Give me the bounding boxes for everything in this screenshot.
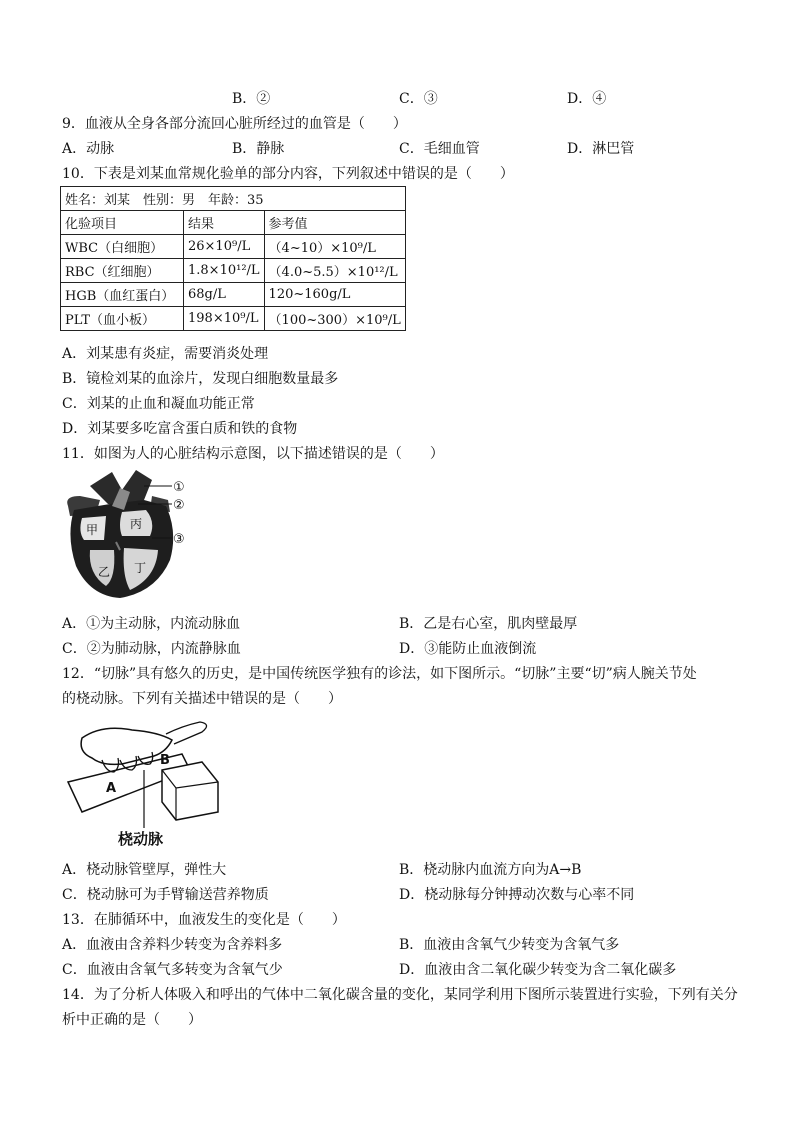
q8-option-d[interactable]: D．④	[567, 91, 607, 107]
table-cell: RBC（红细胞）	[61, 259, 184, 283]
q13-option-c[interactable]: C．血液由含氧气多转变为含氧气少	[62, 962, 283, 978]
q12-option-b[interactable]: B．桡动脉内血流方向为A→B	[399, 862, 582, 878]
figure-label-ding: 丁	[134, 561, 147, 575]
q12-option-d[interactable]: D．桡动脉每分钟搏动次数与心率不同	[399, 887, 635, 903]
table-cell: PLT（血小板）	[61, 307, 184, 331]
table-cell: 1.8×10¹²/L	[184, 259, 265, 283]
figure-label-a: A	[106, 781, 117, 796]
table-cell: （4~10）×10⁹/L	[264, 235, 405, 259]
column-header: 化验项目	[61, 211, 184, 235]
table-row	[61, 235, 406, 259]
q11-option-b[interactable]: B．乙是右心室，肌肉壁最厚	[399, 616, 578, 632]
q9-option-d[interactable]: D．淋巴管	[567, 141, 635, 157]
figure-label-bing: 丙	[130, 517, 143, 531]
table-cell: 68g/L	[184, 283, 265, 307]
q13-option-d[interactable]: D．血液由含二氧化碳少转变为含二氧化碳多	[399, 962, 677, 978]
q12-option-c[interactable]: C．桡动脉可为手臂输送营养物质	[62, 887, 269, 903]
table-cell: （100~300）×10⁹/L	[264, 307, 405, 331]
table-cell: （4.0~5.5）×10¹²/L	[264, 259, 405, 283]
q9-option-b[interactable]: B．静脉	[232, 141, 285, 157]
table-row	[61, 283, 406, 307]
q9-option-c[interactable]: C．毛细血管	[399, 141, 480, 157]
q10-option-d[interactable]: D．刘某要多吃富含蛋白质和铁的食物	[62, 421, 298, 437]
q10-stem: 10．下表是刘某血常规化验单的部分内容，下列叙述中错误的是（ ）	[62, 166, 514, 182]
figure-label-b: B	[160, 753, 170, 768]
figure-caption-radial-artery: 桡动脉	[118, 830, 164, 848]
q11-stem: 11．如图为人的心脏结构示意图，以下描述错误的是（ ）	[62, 446, 444, 462]
q12-stem-line2: 的桡动脉。下列有关描述中错误的是（ ）	[62, 691, 342, 707]
table-cell: 198×10⁹/L	[184, 307, 265, 331]
q12-option-a[interactable]: A．桡动脉管壁厚，弹性大	[62, 862, 227, 878]
q14-stem-line2: 析中正确的是（ ）	[62, 1012, 202, 1028]
q9-stem: 9．血液从全身各部分流回心脏所经过的血管是（ ）	[62, 116, 407, 132]
q11-option-c[interactable]: C．②为肺动脉，内流静脉血	[62, 641, 241, 657]
table-row	[61, 187, 406, 211]
figure-label-yi: 乙	[98, 565, 111, 579]
q13-option-a[interactable]: A．血液由含养料少转变为含养料多	[62, 937, 283, 953]
q13-option-b[interactable]: B．血液由含氧气少转变为含氧气多	[399, 937, 620, 953]
q10-option-b[interactable]: B．镜检刘某的血涂片，发现白细胞数量最多	[62, 371, 339, 387]
q9-option-a[interactable]: A．动脉	[62, 141, 115, 157]
heart-diagram	[60, 466, 196, 606]
table-cell: WBC（白细胞）	[61, 235, 184, 259]
figure-label-3: ③	[173, 532, 185, 547]
lab-report-table	[60, 186, 406, 331]
table-row	[61, 211, 406, 235]
column-header: 结果	[184, 211, 265, 235]
q10-option-a[interactable]: A．刘某患有炎症，需要消炎处理	[62, 346, 269, 362]
q8-option-c[interactable]: C．③	[399, 91, 438, 107]
table-row	[61, 259, 406, 283]
table-row	[61, 307, 406, 331]
q11-option-a[interactable]: A．①为主动脉，内流动脉血	[62, 616, 241, 632]
table-cell: HGB（血红蛋白）	[61, 283, 184, 307]
q11-option-d[interactable]: D．③能防止血液倒流	[399, 641, 537, 657]
table-header-cell: 姓名：刘某 性别：男 年龄：35	[61, 187, 406, 211]
q10-option-c[interactable]: C．刘某的止血和凝血功能正常	[62, 396, 255, 412]
table-cell: 26×10⁹/L	[184, 235, 265, 259]
column-header: 参考值	[264, 211, 405, 235]
pulse-diagnosis-diagram	[62, 712, 222, 852]
q13-stem: 13．在肺循环中，血液发生的变化是（ ）	[62, 912, 346, 928]
q14-stem-line1: 14．为了分析人体吸入和呼出的气体中二氧化碳含量的变化，某同学利用下图所示装置进行实验，下列有关分	[62, 987, 738, 1003]
figure-label-jia: 甲	[86, 523, 99, 537]
figure-label-1: ①	[173, 480, 185, 495]
table-cell: 120~160g/L	[264, 283, 405, 307]
q12-stem-line1: 12．“切脉”具有悠久的历史，是中国传统医学独有的诊法，如下图所示。“切脉”主要“切”病人腕关节处	[62, 666, 697, 682]
figure-label-2: ②	[173, 498, 185, 513]
q8-option-b[interactable]: B．②	[232, 91, 271, 107]
